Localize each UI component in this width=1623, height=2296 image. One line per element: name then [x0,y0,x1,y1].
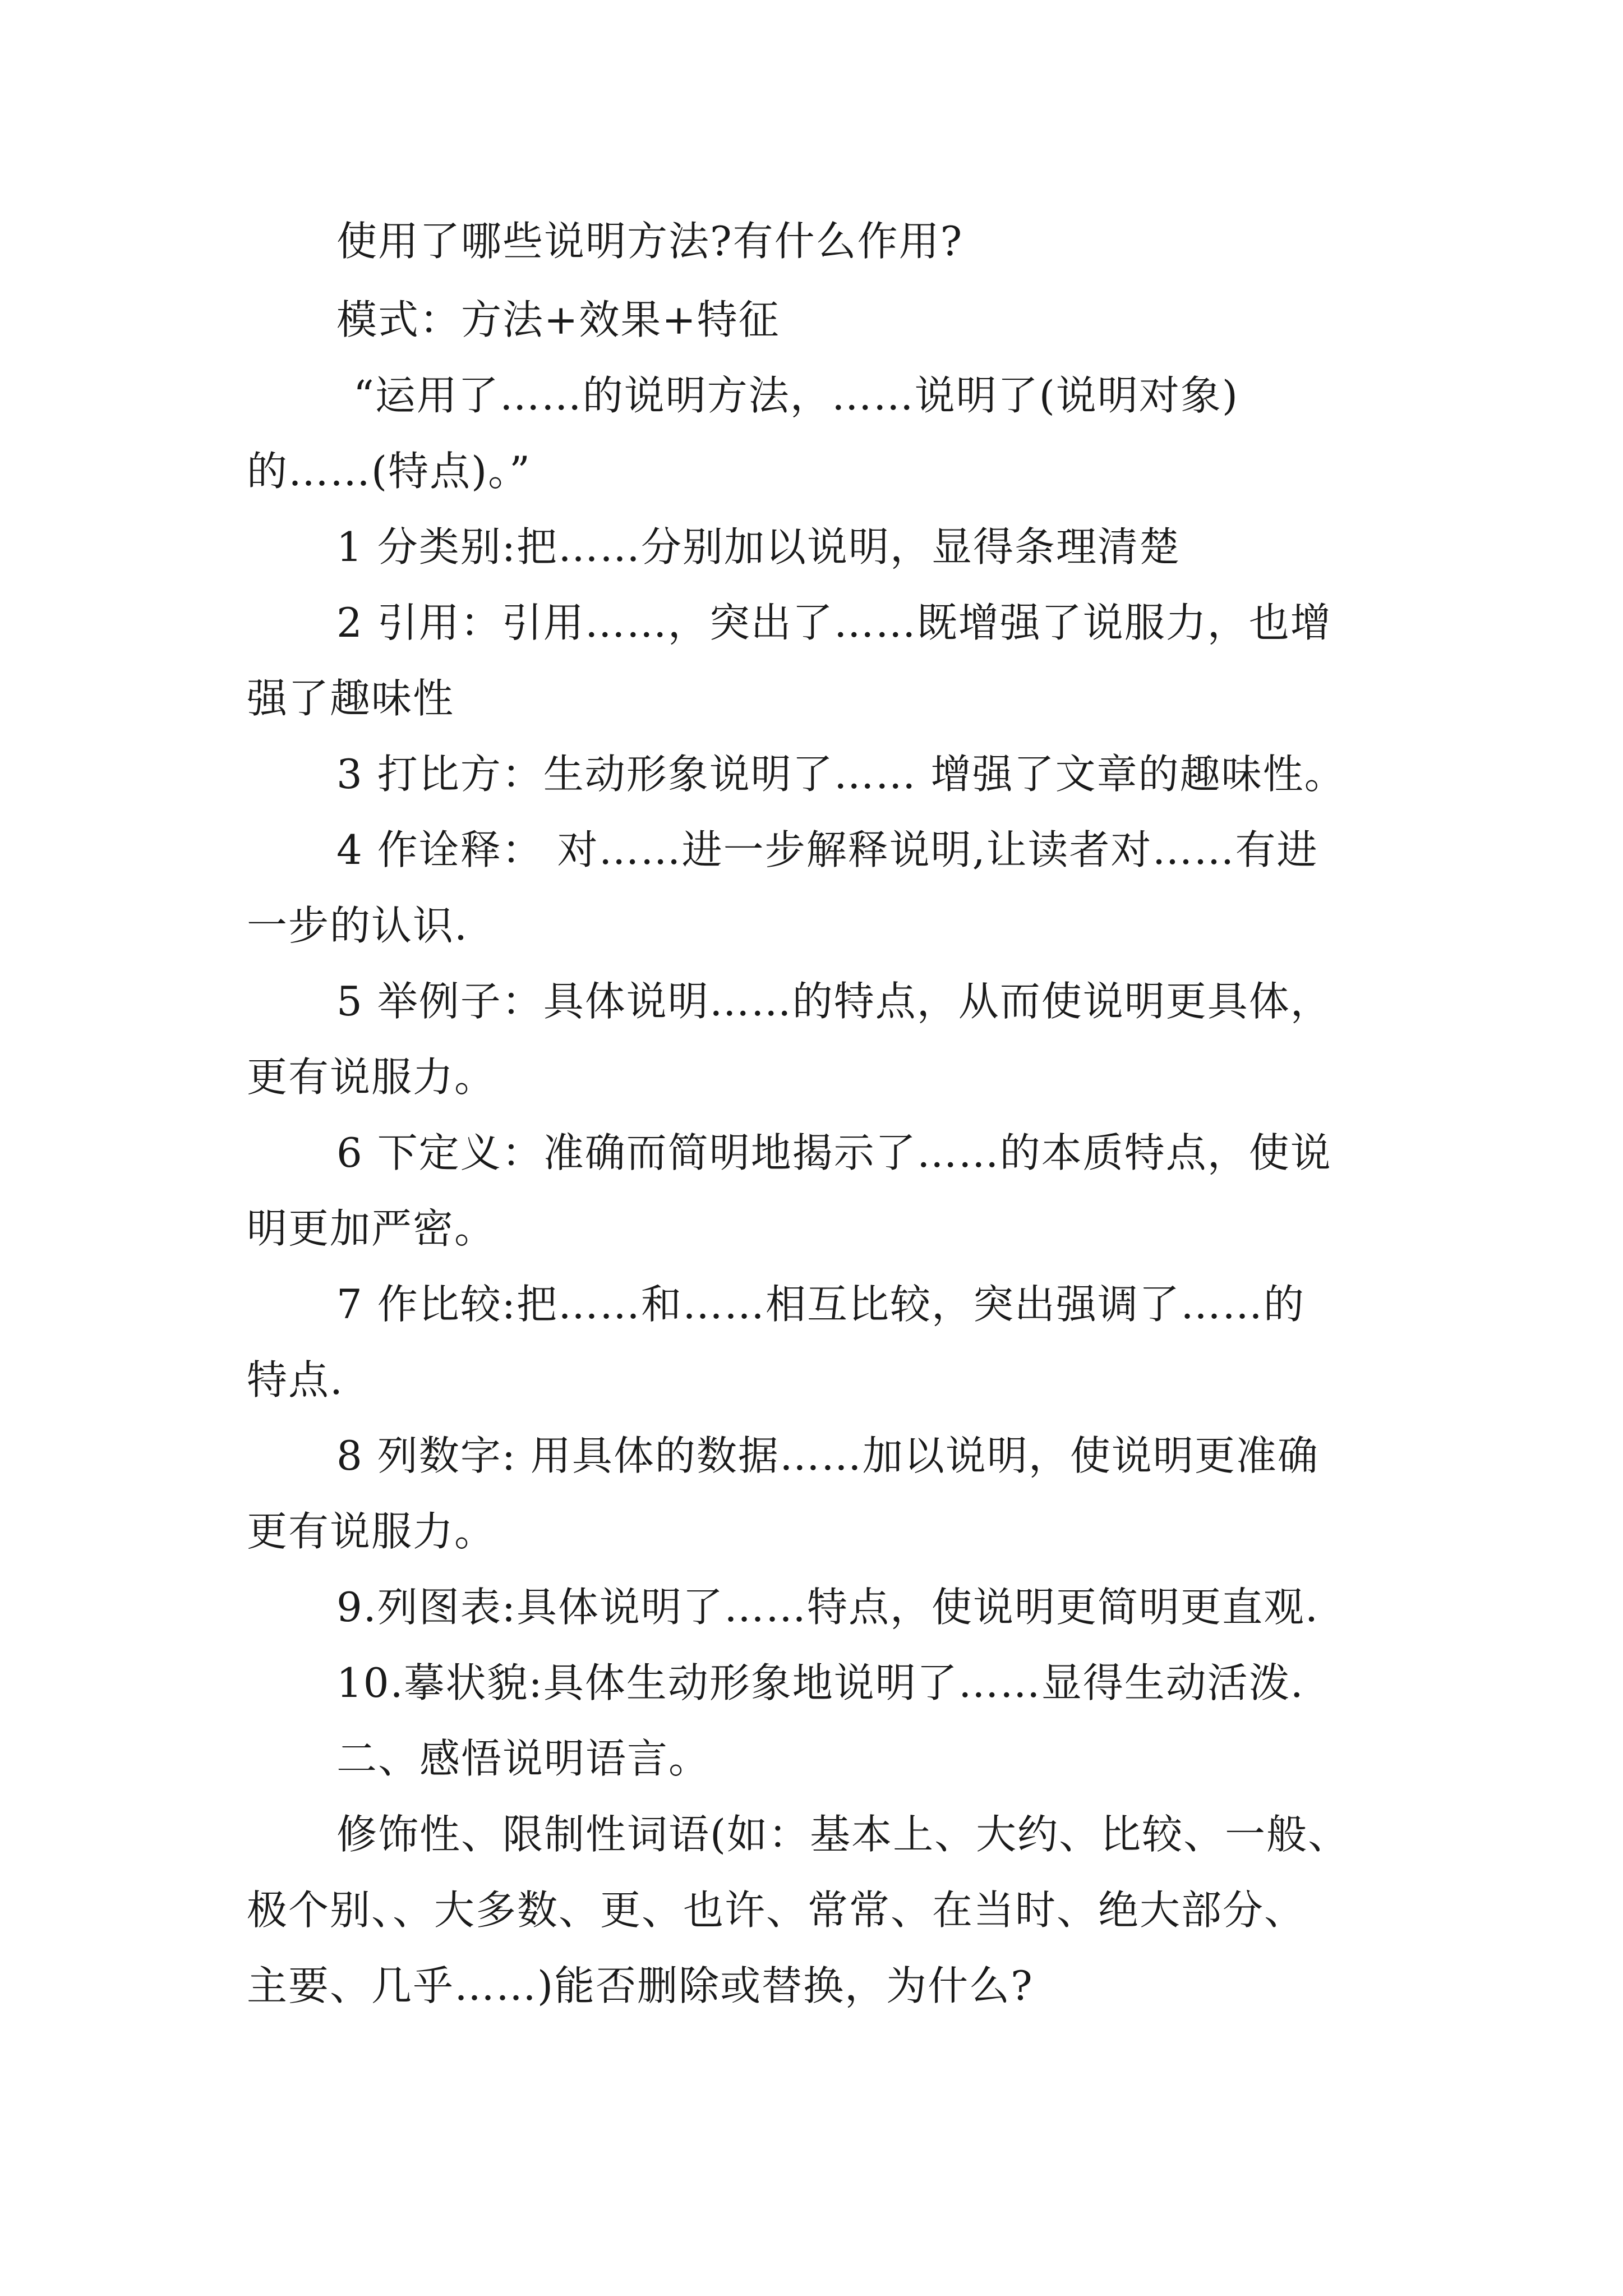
text-line-template-2: 的……(特点)。” [247,448,531,495]
text-line-modifiers-1: 修饰性、限制性词语(如：基本上、大约、比较、一般、 [336,1811,1350,1858]
text-line-classification: 1 分类别:把……分别加以说明，显得条理清楚 [336,523,1181,570]
text-line-numbers-2: 更有说服力。 [247,1508,496,1555]
text-line-description: 10.摹状貌:具体生动形象地说明了……显得生动活泼. [336,1659,1304,1706]
section-heading-language: 二、感悟说明语言。 [336,1735,711,1782]
text-line-comparison-2: 特点. [247,1356,344,1404]
text-line-citation-1: 2 引用：引用……，突出了……既增强了说服力，也增 [336,599,1332,646]
text-line-charts: 9.列图表:具体说明了……特点，使说明更简明更直观. [336,1584,1319,1631]
text-line-example-2: 更有说服力。 [247,1053,496,1101]
text-line-interpretation-1: 4 作诠释： 对……进一步解释说明,让读者对……有进 [336,826,1318,873]
text-line-comparison-1: 7 作比较:把……和……相互比较，突出强调了……的 [336,1281,1305,1328]
text-line-numbers-1: 8 列数字: 用具体的数据……加以说明，使说明更准确 [336,1432,1319,1479]
text-line-definition-1: 6 下定义：准确而简明地揭示了……的本质特点，使说 [336,1129,1332,1176]
text-line-interpretation-2: 一步的认识. [247,902,468,949]
text-line-template-1: “运用了……的说明方法，……说明了(说明对象) [353,372,1239,419]
text-line-pattern: 模式：方法+效果+特征 [336,296,780,343]
text-line-modifiers-3: 主要、几乎……)能否删除或替换，为什么? [247,1962,1034,2009]
text-line-citation-2: 强了趣味性 [247,675,455,722]
text-line-definition-2: 明更加严密。 [247,1205,496,1252]
text-line-method-question: 使用了哪些说明方法?有什么作用? [336,218,963,265]
text-line-example-1: 5 举例子：具体说明……的特点，从而使说明更具体， [336,978,1332,1025]
text-line-modifiers-2: 极个别、、大多数、更、也许、常常、在当时、绝大部分、 [247,1887,1306,1934]
text-line-analogy: 3 打比方：生动形象说明了…… 增强了文章的趣味性。 [336,751,1346,798]
